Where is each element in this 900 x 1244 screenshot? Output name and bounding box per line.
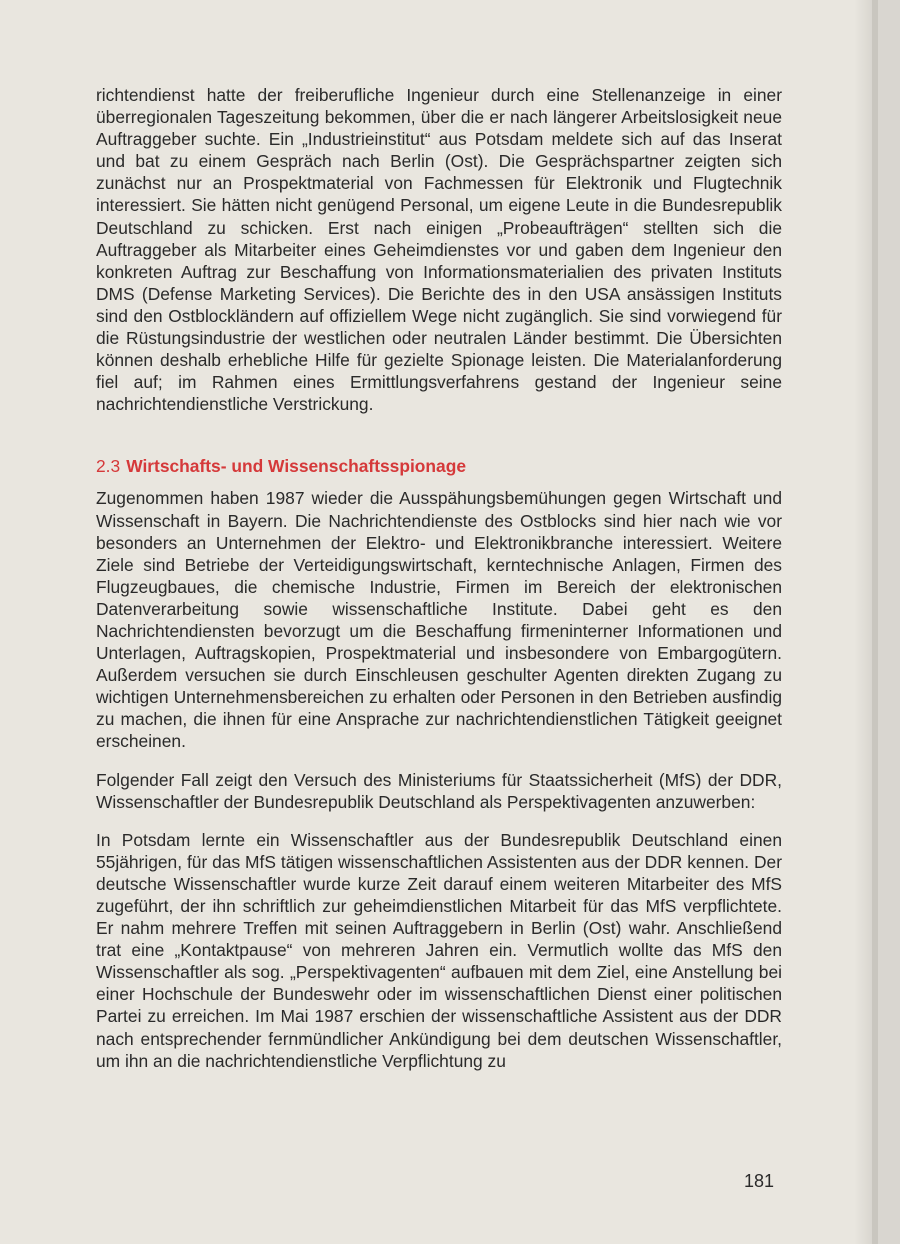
section-number: 2.3 xyxy=(96,456,121,477)
section-heading xyxy=(96,455,782,477)
paragraph: Folgender Fall zeigt den Versuch des Ministeriums für Staatssicherheit (MfS) der DDR, Wissenschaftler der Bundesrepublik Deutschland als Perspektivagenten anzuwerben: xyxy=(96,769,782,812)
paragraph-continuation: richtendienst hatte der freiberufliche Ingenieur durch eine Stellenanzeige in einer überregionalen Tageszeitung bekommen, über die er nach längerer Arbeitslosigkeit neue Auftraggeber suchte. Ein „Industrieinstitut“ aus Potsdam meldete sich auf das Inserat und bat zu einem Gespräch nach Berlin (Ost). Die Gesprächspartner zeigten sich zunächst nur an Prospektmaterial von Fachmessen für Elektronik und Flugtechnik interessiert. Sie hätten nicht genügend Personal, um eigene Leute in die Bundesrepublik Deutschland zu schicken. Erst nach einigen „Probeaufträgen“ stellten sich die Auftraggeber als Mitarbeiter eines Geheimdienstes vor und gaben dem Ingenieur den konkreten Auftrag zur Beschaffung von Informationsmaterialien des privaten Instituts DMS (Defense Marketing Services). Die Berichte des in den USA ansässigen Instituts sind den Ostblockländern auf offiziellem Wege nicht zugänglich. Sie sind vorwiegend für die Rüstungsindustrie der westlichen oder neutralen Länder bestimmt. Die Übersichten können deshalb erhebliche Hilfe für gezielte Spionage leisten. Die Materialanforderung fiel auf; im Rahmen eines Ermittlungsverfahrens gestand der Ingenieur seine nachrichtendienstliche Verstrickung. xyxy=(96,85,782,415)
paragraph: Zugenommen haben 1987 wieder die Ausspähungsbemühungen gegen Wirtschaft und Wissenschaft in Bayern. Die Nachrichtendienste des Ostblocks sind hier nach wie vor besonders an Unternehmen der Elektro- und Elektronikbranche interessiert. Weitere Ziele sind Betriebe der Verteidigungswirtschaft, kerntechnische Anlagen, Firmen des Flugzeugbaues, die chemische Industrie, Firmen im Bereich der elektronischen Datenverarbeitung sowie wissenschaftliche Institute. Dabei geht es den Nachrichtendiensten bevorzugt um die Beschaffung firmeninterner Informationen und Unterlagen, Auftragskopien, Prospektmaterial und insbesondere von Embargogütern. Außerdem versuchen sie durch Einschleusen geschulter Agenten direkten Zugang zu wichtigen Unternehmensbereichen zu erhalten oder Personen in den Betrieben ausfindig zu machen, die ihnen für eine Ansprache zur nachrichtendienstlichen Tätigkeit geeignet erscheinen. xyxy=(96,488,782,752)
text-column xyxy=(96,84,782,1072)
page-number: 181 xyxy=(744,1171,775,1191)
paragraph: In Potsdam lernte ein Wissenschaftler aus der Bundesrepublik Deutschland einen 55jährigen, für das MfS tätigen wissenschaftlichen Assistenten aus der DDR kennen. Der deutsche Wissenschaftler wurde kurze Zeit darauf einem weiteren Mitarbeiter des MfS zugeführt, der ihn schriftlich zur geheimdienstlichen Mitarbeit für das MfS verpflichtete. Er nahm mehrere Treffen mit seinen Auftraggebern in Berlin (Ost) wahr. Anschließend trat eine „Kontaktpause“ von mehreren Jahren ein. Vermutlich wollte das MfS den Wissenschaftler als sog. „Perspektivagenten“ aufbauen mit dem Ziel, eine Anstellung bei einer Hochschule der Bundeswehr oder im wissenschaftlichen Dienst einer politischen Partei zu erreichen. Im Mai 1987 erschien der wissenschaftliche Assistent aus der DDR nach entsprechender fernmündlicher Ankündigung bei dem deutschen Wissenschaftler, um ihn an die nachrichtendienstliche Verpflichtung zu xyxy=(96,829,782,1071)
section-title: Wirtschafts- und Wissenschaftsspionage xyxy=(126,456,467,477)
